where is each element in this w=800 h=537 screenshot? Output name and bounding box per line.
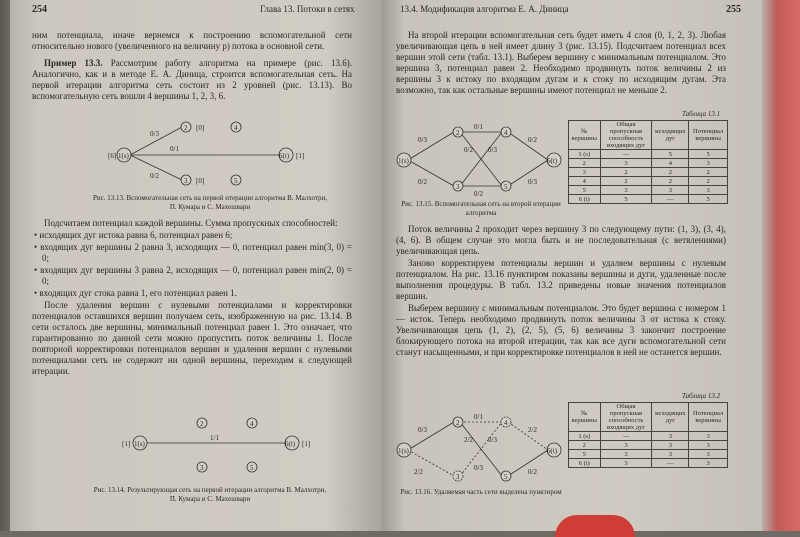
right-para2: Поток величины 2 проходит через вершину 3 по следующему пути: (1, 3), (3, 4), (4, 6). В общем случае это могла быть и не последовательная (с ветвлениями) увеличивающая цепь. <box>396 224 726 256</box>
right-para4: Выберем вершину с минимальным потенциалом. Это будет вершина с номером 1 — исток. Теперь необходимо продвинуть поток величины 3 от истока к стоку. Увеличивающая цепь (1, 2), (2, 5), (5, 6) величины 3 закончит построение блокирующего потока на второй итерации, так как все дуги вспомогательной сети станут насыщенными, и при корректировке потенциалов в ней не останется вершин. <box>396 303 726 357</box>
fig13-node-4: 4 <box>234 124 238 132</box>
left-page <box>10 0 382 531</box>
fig14-pot-1: [1] <box>122 440 131 448</box>
table2-header: № вершины Общая пропускная способность входящих дуг исходящих дуг Потенциал вершины <box>569 403 728 432</box>
left-running-head: Глава 13. Потоки в сетях <box>260 4 355 14</box>
fig15-node-6: 6(t) <box>547 157 558 165</box>
left-body-middle <box>32 218 352 378</box>
fig15-node-3: 3 <box>456 183 460 191</box>
fig16-arc-8: 0/2 <box>528 468 537 476</box>
fig13-arc-1-6: 0/1 <box>170 145 179 153</box>
fig16-node-3: 3 <box>456 473 460 481</box>
table-row: 5 3 3 3 <box>569 186 728 195</box>
fig16-node-4: 4 <box>504 419 508 427</box>
table-row: 2 3 4 3 <box>569 159 728 168</box>
right-para1: На второй итерации вспомогательная сеть будет иметь 4 слоя (0, 1, 2, 3). Любая увеличивающая цепь в ней имеет длину 3 (рис. 13.15). Подсчитаем потенциал всех вершин этой сети (табл. 13.1). Выберем вершину с минимальным потенциалом. Это вершина 3, потенциал равен 2. Необходимо продвинуть поток величины 2 из вершины 3 к истоку по входящим дугам и к стоку по исходящим дугам. Эта возможно, так как остальные вершины имеют потенциал не меньше 2. <box>396 30 726 95</box>
table-row: 1 (s) — 5 5 <box>569 150 728 159</box>
fig13-node-3: 3 <box>184 177 188 185</box>
potentials-intro: Подсчитаем потенциал каждой вершины. Сумма пропускных способностей: <box>44 218 338 228</box>
intro-paragraph: ним потенциала, иначе вернемся к построению вспомогательной сети относительно нового (увеличенного на величину p) потока в основной сети. <box>32 30 352 51</box>
fig14-caption: Рис. 13.14. Результирующая сеть на первой итерации алгоритма В. Малхотри, П. Кумара и С. Махешвари <box>93 486 327 503</box>
fig13-pot-2: [0] <box>196 124 205 132</box>
fig16-arc-3: 2/2 <box>414 468 423 476</box>
fig13-pot-6: [1] <box>296 152 305 160</box>
table-row: 5 3 3 3 <box>569 450 728 459</box>
left-body-top <box>32 30 352 103</box>
right-page <box>382 0 762 531</box>
left-page-number: 254 <box>32 4 47 15</box>
fig15-node-1: 1(s) <box>398 157 409 165</box>
bullet-1: • исходящих дуг истока равна 6, потенциал равен 6; <box>34 230 233 240</box>
fig15-arc-8: 0/3 <box>528 178 537 186</box>
fig15-node-2: 2 <box>456 129 460 137</box>
fig13-node-2: 2 <box>184 124 188 132</box>
figure-13-16 <box>392 410 572 486</box>
fig15-arc-5: 0/3 <box>488 146 497 154</box>
fig14-node-3: 3 <box>200 464 204 472</box>
table-row: 6 (t) 5 — 5 <box>569 195 728 204</box>
fig13-node-1: 1(s) <box>118 152 129 160</box>
fig15-node-5: 5 <box>504 183 508 191</box>
fig16-arc-6: 0/3 <box>474 464 483 472</box>
table2-caption: Таблица 13.2 <box>682 392 721 400</box>
fig14-node-6: 6(t) <box>285 440 296 448</box>
fig15-arc-7: 0/2 <box>528 136 537 144</box>
table-row: 2 3 3 3 <box>569 441 728 450</box>
fig13-caption: Рис. 13.13. Вспомогательная сеть на первой итерации алгоритма В. Малхотри, П. Кумара и С. Махешвари <box>92 194 328 211</box>
fig13-arc-1-2: 0/3 <box>150 130 159 138</box>
figure-13-15 <box>392 120 572 196</box>
figure-13-14 <box>122 415 322 477</box>
bullet-4: • входящих дуг стока равна 1, его потенциал равен 1. <box>34 288 237 298</box>
fig16-arc-2: 0/1 <box>474 413 483 421</box>
fig14-node-5: 5 <box>250 464 254 472</box>
fig13-pot-3: [0] <box>196 177 205 185</box>
fig14-node-4: 4 <box>250 420 254 428</box>
example-paragraph <box>32 58 352 102</box>
fig16-node-5: 5 <box>504 473 508 481</box>
right-running-head: 13.4. Модификация алгоритма Е. А. Диница <box>400 4 569 14</box>
fig14-node-2: 2 <box>200 420 204 428</box>
right-page-number: 255 <box>726 4 741 15</box>
table-13-2 <box>568 402 728 468</box>
fig16-node-2: 2 <box>456 419 460 427</box>
fig15-arc-3: 0/2 <box>418 178 427 186</box>
page-edge <box>762 0 800 531</box>
hand-fingertip <box>555 515 635 537</box>
fig16-arc-7: 2/2 <box>528 426 537 434</box>
bullet-3: • входящих дуг вершины 3 равна 2, исходящих — 0, потенциал равен min(2, 0) = 0; <box>34 265 353 286</box>
fig16-node-1: 1(s) <box>398 447 409 455</box>
table-row: 6 (t) 3 — 3 <box>569 459 728 468</box>
table-row: 4 2 2 2 <box>569 177 728 186</box>
table1-header: № вершины Общая пропускная способность входящих дуг исходящих дуг Потенциал вершины <box>569 121 728 150</box>
fig16-arc-4: 2/2 <box>464 436 473 444</box>
fig15-node-4: 4 <box>504 129 508 137</box>
example-label: Пример 13.3. <box>44 58 103 68</box>
fig16-arc-5: 0/3 <box>488 436 497 444</box>
after-paragraph: После удаления вершин с нулевыми потенциалами и корректировки потенциалов оставшихся вершин получаем сеть, изображенную на рис. 13.14. В сети осталось две вершины, минимальный потенциал равен 1. Это означает, что гарантированно по данной сети можно пропустить поток величины 1. После повторной корректировки потенциалов вершин и удаления вершин с нулевыми потенциалами сеть не содержит ни одной вершины, переходим к следующей итерации. <box>32 300 352 376</box>
fig13-arc-1-3: 0/2 <box>150 172 159 180</box>
figure-13-13 <box>110 118 320 190</box>
fig15-arc-2: 0/1 <box>474 123 483 131</box>
table1-caption: Таблица 13.1 <box>682 110 721 118</box>
fig15-caption: Рис. 13.15. Вспомогательная сеть на второй итерации алгоритма <box>401 200 561 217</box>
fig14-arc-1-6: 1/1 <box>210 434 219 442</box>
fig16-arc-1: 0/3 <box>418 426 427 434</box>
fig14-node-1: 1(s) <box>134 440 145 448</box>
example-text: Рассмотрим работу алгоритма на примере (рис. 13.6). Аналогично, как и в методе Е. А. Диница, строится вспомогательная сеть. На первой итерации алгоритма сеть состоит из 2 уровней (рис. 13.13). Во вспомогательную сеть вошли 4 вершины 1, 2, 3, 6. <box>32 58 353 101</box>
fig14-pot-6: [1] <box>302 440 311 448</box>
bullet-2: • входящих дуг вершины 2 равна 3, исходящих — 0, потенциал равен min(3, 0) = 0; <box>34 242 353 263</box>
fig15-arc-6: 0/2 <box>474 190 483 198</box>
table-13-1 <box>568 120 728 204</box>
fig13-node-6: 6(t) <box>279 152 290 160</box>
fig13-pot-1: [6] <box>108 152 117 160</box>
right-para3: Заново корректируем потенциалы вершин и удаляем вершины с нулевым потенциалом. На рис. 13.16 пунктиром показаны вершины и дуги, удаленные после выполнения процедуры. В табл. 13.2 приведены новые значения потенциалов вершин. <box>396 258 726 301</box>
fig13-node-5: 5 <box>234 177 238 185</box>
table-row: 1 (s) — 3 3 <box>569 432 728 441</box>
fig16-node-6: 6(t) <box>547 447 558 455</box>
fig16-caption: Рис. 13.16. Удаляемая часть сети выделена пунктиром <box>400 488 562 496</box>
fig15-arc-4: 0/2 <box>464 146 473 154</box>
fig15-arc-1: 0/3 <box>418 136 427 144</box>
table-row: 3 2 2 2 <box>569 168 728 177</box>
right-body-middle <box>396 224 726 359</box>
